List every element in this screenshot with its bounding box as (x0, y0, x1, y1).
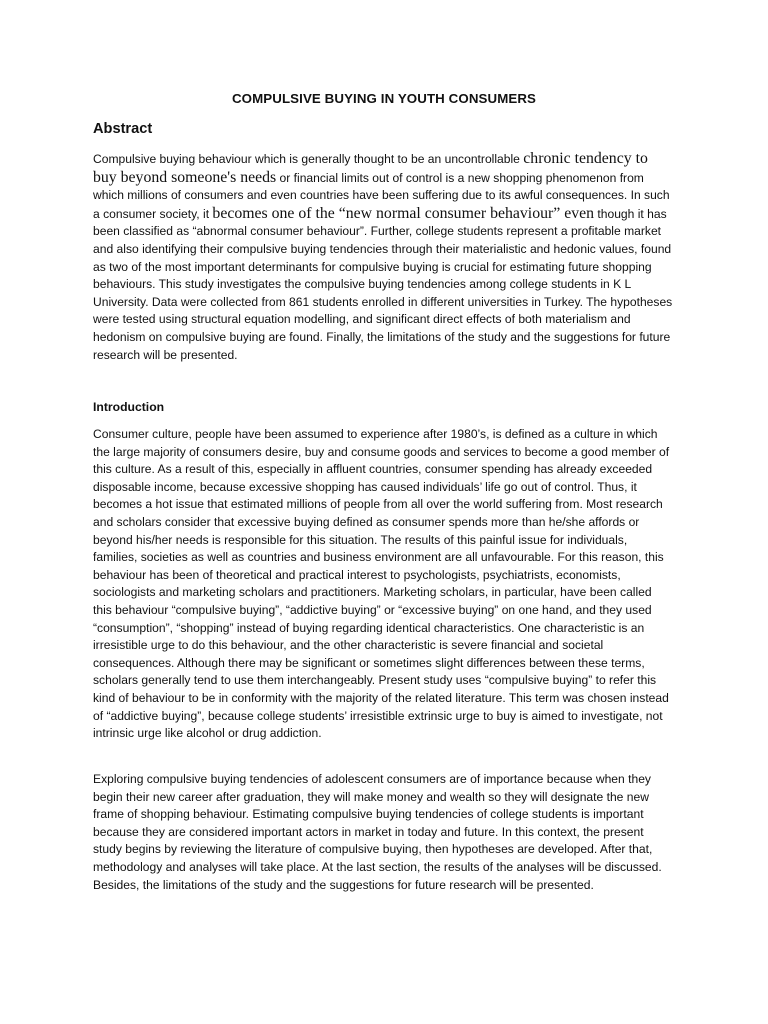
exploring-paragraph: Exploring compulsive buying tendencies of adolescent consumers are of importance because when they begin their new career after graduation, they will make money and wealth so they will designate the new frame of shopping behaviour. Estimating compulsive buying tendencies of college students is important because they are considered important actors in market in today and future. In this context, the present study begins by reviewing the literature of compulsive buying, then hypotheses are developed. After that, methodology and analyses will take place. At the last section, the results of the analyses will be discussed. Besides, the limitations of the study and the suggestions for future research will be presented. (93, 772, 662, 892)
abstract-paragraph (93, 150, 673, 364)
abstract-serif-phrase-1: chronic tendency to buy beyond someone's needs (93, 150, 648, 186)
abstract-heading: Abstract (93, 121, 153, 137)
introduction-paragraph: Consumer culture, people have been assumed to experience after 1980’s, is defined as a culture in which the large majority of consumers desire, buy and consume goods and services to become a good member of this culture. As a result of this, especially in affluent countries, consumer spending has already exceeded disposable income, because excessive shopping has caused individuals’ life go out of control. Thus, it becomes a hot issue that estimated millions of people from all over the world suffering from. Most research and scholars consider that excessive buying defined as consumer spends more than he/she affords or beyond his/her needs is responsible for this situation. The results of this painful issue for individuals, families, societies as well as countries and business environment are all unfavourable. For this reason, this behaviour has been of theoretical and practical interest to psychologists, psychiatrists, economists, sociologists and marketing scholars and practitioners. Marketing scholars, in particular, have been called this behaviour “compulsive buying”, “addictive buying” or “excessive buying” on one hand, and they used “consumption”, “shopping” instead of buying regarding identical characteristics. One characteristic is an irresistible urge to do this behaviour, and the other characteristic is severe financial and societal consequences. Although there may be significant or sometimes slight differences between these terms, scholars generally tend to use them interchangeably. Present study uses “compulsive buying” to refer this kind of behaviour to be in conformity with the majority of the related literature. This term was chosen instead of “addictive buying”, because college students’ irresistible extrinsic urge to buy is aimed to investigate, not intrinsic urge like alcohol or drug addiction. (93, 427, 670, 741)
document-title: COMPULSIVE BUYING IN YOUTH CONSUMERS (231, 91, 537, 106)
abstract-text-2: or financial limits out of control is a new shopping phenomenon from which millions of consumers and even countries have been suffering due to its awful consequences. In such a consumer society, it (93, 170, 670, 221)
introduction-heading: Introduction (93, 400, 165, 414)
abstract-text-3: though it has been classified as “abnormal consumer behaviour”. Further, college students represent a profitable market and also identifying their compulsive buying tendencies through their materialistic and hedonic values, found as two of the most important determinants for compulsive buying is crucial for estimating future shopping behaviours. This study investigates the compulsive buying tendencies among college students in K L University. Data were collected from 861 students enrolled in different universities in Turkey. The hypotheses were tested using structural equation modelling, and significant direct effects of both materialism and hedonism on compulsive buying are found. Finally, the limitations of the study and the suggestions for future research will be presented. (93, 206, 673, 362)
abstract-serif-phrase-2: becomes one of the “new normal consumer behaviour” even (212, 204, 595, 222)
abstract-text-1: Compulsive buying behaviour which is generally thought to be an uncontrollable (93, 152, 524, 166)
